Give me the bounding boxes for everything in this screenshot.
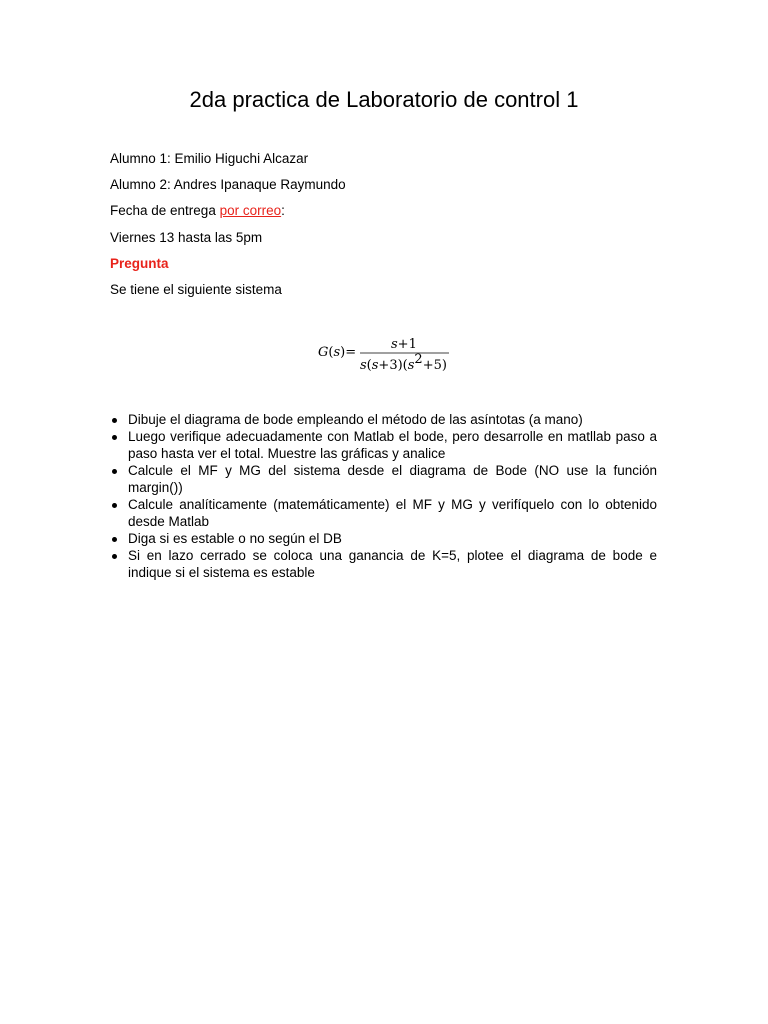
task-item [110, 462, 657, 496]
task-text: Luego verifique adecuadamente con Matlab el bode, pero desarrolle en matllab paso a paso hasta ver el total. Muestre las gráficas y analice [128, 429, 657, 461]
student-2-line: Alumno 2: Andres Ipanaque Raymundo [110, 177, 346, 192]
question-heading: Pregunta [110, 256, 169, 271]
task-item [110, 547, 657, 581]
formula-lhs: G(s)= [318, 345, 357, 360]
task-text: Calcule el MF y MG del sistema desde el diagrama de Bode (NO use la función margin()) [128, 463, 657, 495]
task-item [110, 411, 657, 428]
bullet-icon [112, 435, 117, 440]
task-text: Si en lazo cerrado se coloca una ganancia de K=5, plotee el diagrama de bode e indique si el sistema es estable [128, 548, 657, 580]
deadline-line: Viernes 13 hasta las 5pm [110, 230, 263, 245]
delivery-line [110, 202, 285, 219]
bullet-icon [112, 503, 117, 508]
bullet-icon [112, 537, 117, 542]
task-item [110, 428, 657, 462]
formula-numerator: s+1 [391, 337, 417, 352]
task-text: Diga si es estable o no según el DB [128, 531, 342, 546]
bullet-icon [112, 554, 117, 559]
delivery-prefix: Fecha de entrega [110, 203, 220, 218]
formula-denominator: s(s+3)(s2+5) [360, 352, 447, 373]
delivery-suffix: : [281, 203, 285, 218]
bullet-icon [112, 418, 117, 423]
transfer-function-formula [0, 330, 768, 380]
bullet-icon [112, 469, 117, 474]
document-title: 2da practica de Laboratorio de control 1 [189, 87, 579, 112]
task-item [110, 496, 657, 530]
task-list [110, 411, 657, 581]
student-1-line: Alumno 1: Emilio Higuchi Alcazar [110, 151, 309, 166]
intro-line: Se tiene el siguiente sistema [110, 282, 282, 297]
task-item [110, 530, 657, 547]
delivery-link[interactable]: por correo [219, 203, 282, 218]
formula-svg [314, 330, 454, 380]
task-text: Dibuje el diagrama de bode empleando el método de las asíntotas (a mano) [128, 412, 583, 427]
task-text: Calcule analíticamente (matemáticamente) el MF y MG y verifíquelo con lo obtenido desde Matlab [128, 497, 657, 529]
